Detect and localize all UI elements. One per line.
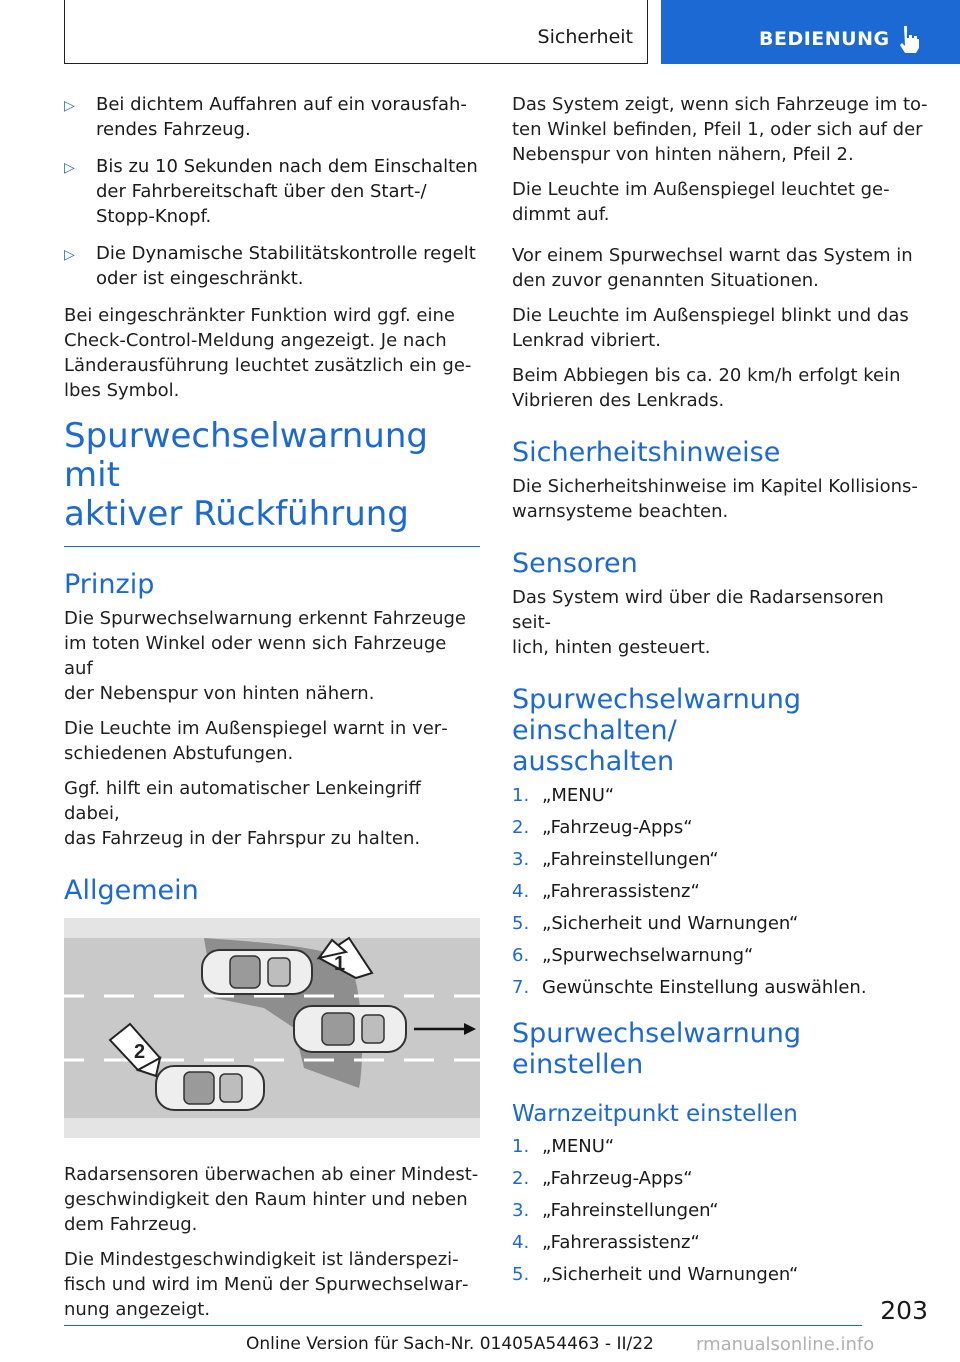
step-number: 2. xyxy=(512,1168,530,1189)
warning-paragraph: Vor einem Spurwechsel warnt das System in den zuvor genannten Situationen. xyxy=(512,245,913,291)
system-paragraph: Das System zeigt, wenn sich Fahrzeuge im to‐ ten Winkel befinden, Pfeil 1, oder sich auf der Nebenspur von hinten nähern, Pfeil 2. xyxy=(512,94,928,165)
principle-paragraph: Ggf. hilft ein automatischer Lenkeingriff dabei, das Fahrzeug in der Fahrspur zu halten. xyxy=(64,778,421,849)
warning-paragraph: Die Leuchte im Außenspiegel blinkt und das Lenkrad vibriert. xyxy=(512,305,909,351)
arrow-1-label: 1 xyxy=(334,953,346,975)
settings-heading: Spurwechselwarnung einstellen xyxy=(512,1018,802,1080)
step-text: „Fahrerassistenz“ xyxy=(542,881,700,902)
warning-paragraph: Beim Abbiegen bis ca. 20 km/h erfolgt kein Vibrieren des Lenkrads. xyxy=(512,365,901,411)
page-number: 203 xyxy=(880,1296,928,1325)
onoff-heading: Spurwechselwarnung einschalten/ ausschalten xyxy=(512,684,802,777)
title-divider xyxy=(64,546,480,547)
step-number: 5. xyxy=(512,913,530,934)
step-text: „MENU“ xyxy=(542,785,615,806)
warntime-heading: Warnzeitpunkt einstellen xyxy=(512,1101,798,1127)
step-text: „Fahrzeug-Apps“ xyxy=(542,817,693,838)
list-item xyxy=(512,943,928,968)
list-item xyxy=(512,783,928,808)
list-item xyxy=(512,1262,928,1287)
step-number: 1. xyxy=(512,1136,530,1157)
bullet-list xyxy=(64,92,480,291)
general-paragraph: Radarsensoren überwachen ab einer Mindest‐ geschwindigkeit den Raum hinter und neben dem Fahrzeug. xyxy=(64,1164,479,1235)
list-item xyxy=(64,154,480,229)
online-version-text: Online Version für Sach-Nr. 01405A54463 - II/22 xyxy=(246,1334,654,1354)
step-text: „Fahreinstellungen“ xyxy=(542,1200,719,1221)
step-number: 2. xyxy=(512,817,530,838)
header-section-title: Sicherheit xyxy=(537,26,633,48)
list-item xyxy=(512,975,928,1000)
lane-change-illustration xyxy=(64,918,480,1138)
safety-heading: Sicherheitshinweise xyxy=(512,437,781,468)
step-text: Gewünschte Einstellung auswählen. xyxy=(542,977,867,998)
step-number: 4. xyxy=(512,881,530,902)
triangle-bullet-icon: ▷ xyxy=(64,98,75,114)
header-chapter-title: BEDIENUNG xyxy=(759,28,890,50)
step-text: „Sicherheit und Warnungen“ xyxy=(542,913,799,934)
step-number: 5. xyxy=(512,1264,530,1285)
step-number: 1. xyxy=(512,785,530,806)
list-item xyxy=(64,92,480,142)
step-text: „Fahrzeug-Apps“ xyxy=(542,1168,693,1189)
triangle-bullet-icon: ▷ xyxy=(64,160,75,176)
pointing-hand-icon xyxy=(895,24,923,54)
arrow-2-label: 2 xyxy=(134,1041,146,1063)
safety-paragraph: Die Sicherheitshinweise im Kapitel Kollisions‐ warnsysteme beachten. xyxy=(512,476,918,522)
car-ego xyxy=(294,1006,406,1052)
principle-paragraph: Die Leuchte im Außenspiegel warnt in ver‐ schiedenen Abstufungen. xyxy=(64,718,448,764)
watermark: rmanualsonline.info xyxy=(696,1334,875,1355)
list-item xyxy=(512,815,928,840)
system-paragraph: Die Leuchte im Außenspiegel leuchtet ge‐ dimmt auf. xyxy=(512,179,890,225)
principle-heading: Prinzip xyxy=(64,569,155,600)
list-item xyxy=(512,1230,928,1255)
list-item xyxy=(512,1198,928,1223)
list-item xyxy=(64,241,480,291)
list-item xyxy=(512,879,928,904)
step-number: 3. xyxy=(512,849,530,870)
sensors-heading: Sensoren xyxy=(512,548,638,579)
header-chapter-tab xyxy=(661,0,960,64)
step-text: „Sicherheit und Warnungen“ xyxy=(542,1264,799,1285)
step-number: 4. xyxy=(512,1232,530,1253)
warntime-steps xyxy=(512,1134,928,1287)
car-blind-spot xyxy=(202,950,312,994)
bullet-text: Die Dynamische Stabilitätskontrolle regelt oder ist eingeschränkt. xyxy=(96,243,476,289)
left-column xyxy=(64,92,480,1332)
step-text: „Fahreinstellungen“ xyxy=(542,849,719,870)
list-item xyxy=(512,1166,928,1191)
list-item xyxy=(512,847,928,872)
step-number: 6. xyxy=(512,945,530,966)
general-heading: Allgemein xyxy=(64,875,199,906)
sensors-paragraph: Das System wird über die Radarsensoren seit‐ lich, hinten gesteuert. xyxy=(512,587,884,658)
list-item xyxy=(512,911,928,936)
bullet-text: Bis zu 10 Sekunden nach dem Einschalten der Fahrbereitschaft über den Start-/ Stopp-Knopf. xyxy=(96,156,478,227)
general-paragraph: Die Mindestgeschwindigkeit ist länderspezi‐ fisch und wird im Menü der Spurwechselwar‐ nung angezeigt. xyxy=(64,1249,469,1320)
step-text: „Fahrerassistenz“ xyxy=(542,1232,700,1253)
header-section-box xyxy=(64,0,648,64)
triangle-bullet-icon: ▷ xyxy=(64,247,75,263)
step-text: „MENU“ xyxy=(542,1136,615,1157)
step-number: 7. xyxy=(512,977,530,998)
principle-paragraph: Die Spurwechselwarnung erkennt Fahrzeuge im toten Winkel oder wenn sich Fahrzeuge auf der Nebenspur von hinten nähern. xyxy=(64,608,466,704)
right-column xyxy=(512,92,928,1299)
onoff-steps xyxy=(512,783,928,1000)
footer-divider xyxy=(64,1325,862,1326)
list-item xyxy=(512,1134,928,1159)
section-title: Spurwechselwarnung mit aktiver Rückführung xyxy=(64,416,428,534)
car-approaching xyxy=(156,1066,264,1110)
bullet-text: Bei dichtem Auffahren auf ein vorausfah‐ rendes Fahrzeug. xyxy=(96,94,467,140)
restricted-function-paragraph: Bei eingeschränkter Funktion wird ggf. eine Check-Control-Meldung angezeigt. Je nach Länderausführung leuchtet zusätzlich ein ge‐ lbes Symbol. xyxy=(64,305,472,401)
step-number: 3. xyxy=(512,1200,530,1221)
step-text: „Spurwechselwarnung“ xyxy=(542,945,754,966)
